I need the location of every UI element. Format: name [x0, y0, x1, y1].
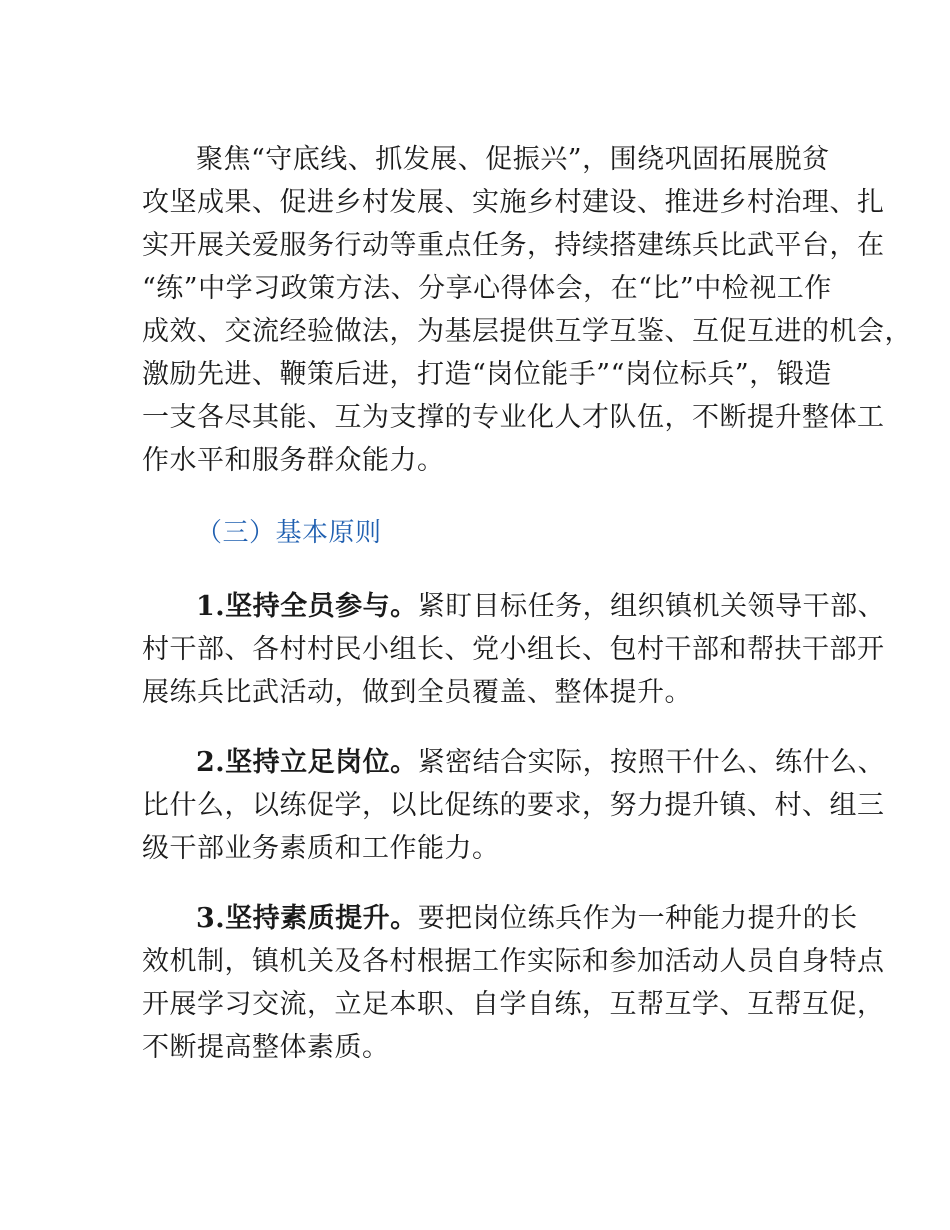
principle-title: 3.坚持素质提升。: [196, 903, 418, 934]
paragraph-line: 实开展关爱服务行动等重点任务，持续搭建练兵比武平台，在: [142, 230, 885, 261]
section-heading-block: [142, 512, 822, 555]
principle-first-line: [142, 585, 886, 628]
paragraph-line: 作水平和服务群众能力。: [142, 445, 445, 476]
paragraph-line: 攻坚成果、促进乡村发展、实施乡村建设、推进乡村治理、扎: [142, 187, 885, 218]
paragraph-line: 激励先进、鞭策后进，打造“岗位能手”“岗位标兵”，锻造: [142, 359, 832, 390]
paragraph-line: 聚焦“守底线、抓发展、促振兴”，围绕巩固拓展脱贫: [196, 144, 830, 175]
paragraph-line: 不断提高整体素质。: [142, 1032, 390, 1063]
paragraph-line: 展练兵比武活动，做到全员覆盖、整体提升。: [142, 677, 692, 708]
principle-first-line: [142, 897, 858, 940]
section-heading: （三）基本原则: [196, 518, 382, 548]
principle-title: 1.坚持全员参与。: [196, 591, 418, 622]
paragraph-line: 级干部业务素质和工作能力。: [142, 833, 500, 864]
intro-paragraph: [142, 138, 912, 482]
principle-title: 2.坚持立足岗位。: [196, 747, 418, 778]
principle-text: 要把岗位练兵作为一种能力提升的长: [417, 903, 858, 934]
principle-1: [142, 585, 886, 714]
principle-first-line: [142, 741, 886, 784]
paragraph-line: 效机制，镇机关及各村根据工作实际和参加活动人员自身特点: [142, 946, 885, 977]
paragraph-line: 比什么，以练促学，以比促练的要求，努力提升镇、村、组三: [142, 790, 885, 821]
paragraph-line: “练”中学习政策方法、分享心得体会，在“比”中检视工作: [142, 273, 832, 304]
principle-3: [142, 897, 885, 1069]
principle-text: 紧盯目标任务，组织镇机关领导干部、: [417, 591, 886, 622]
principle-2: [142, 741, 886, 870]
paragraph-line: 开展学习交流，立足本职、自学自练，互帮互学、互帮互促，: [142, 989, 885, 1020]
paragraph-line: 村干部、各村村民小组长、党小组长、包村干部和帮扶干部开: [142, 634, 885, 665]
principle-text: 紧密结合实际，按照干什么、练什么、: [417, 747, 886, 778]
paragraph-line: 成效、交流经验做法，为基层提供互学互鉴、互促互进的机会，: [142, 316, 912, 347]
document-page: [142, 138, 912, 1069]
paragraph-line: 一支各尽其能、互为支撑的专业化人才队伍，不断提升整体工: [142, 402, 885, 433]
